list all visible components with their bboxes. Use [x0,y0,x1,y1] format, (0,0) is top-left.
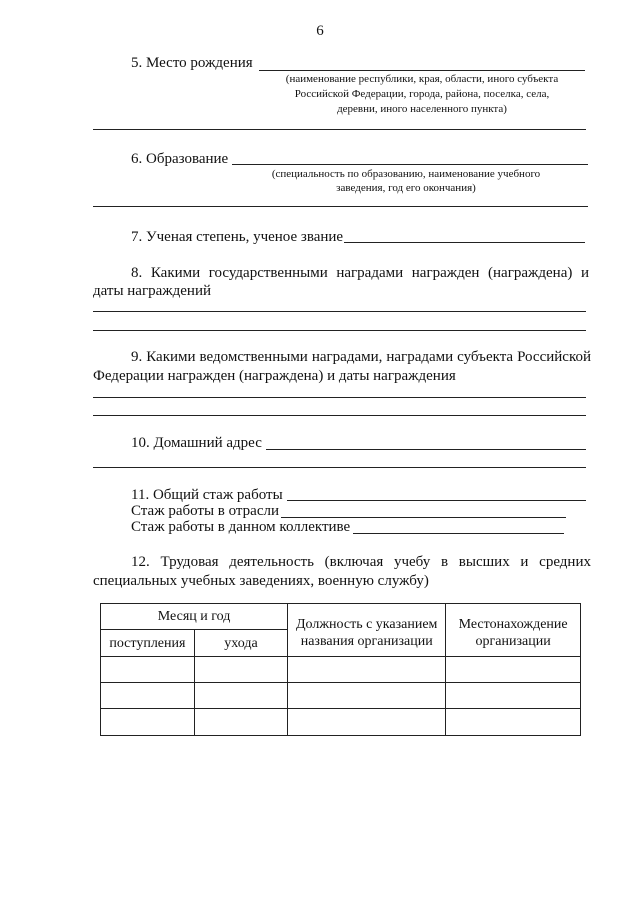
birthplace-hint-3: деревни, иного населенного пункта) [337,103,507,115]
address-field[interactable] [266,449,586,450]
birthplace-label: 5. Место рождения [131,55,253,71]
departure-header: ухода [194,630,287,657]
total-experience-label: 11. Общий стаж работы [131,487,283,503]
location-header [446,604,581,657]
birthplace-field-continued[interactable] [93,129,586,130]
address-label: 10. Домашний адрес [131,435,262,451]
position-header-line-2: названия организации [300,634,433,649]
table-cell-location[interactable] [446,657,581,683]
table-header-row [101,604,581,630]
dept-awards-question-line-2: Федерации награжден (награждена) и даты награждения [93,368,456,384]
birthplace-field[interactable] [259,70,585,71]
page-number: 6 [316,23,324,39]
total-experience-field[interactable] [287,500,586,501]
table-row [101,657,581,683]
collective-experience-label: Стаж работы в данном коллективе [131,519,351,535]
birthplace-hint-1: (наименование республики, края, области, иного субъекта [285,73,559,85]
table-row [101,709,581,736]
location-header-line-2: организации [475,634,551,649]
position-header-line-1: Должность с указанием [296,617,438,632]
table-cell-position[interactable] [288,709,446,736]
state-awards-question-line-2: даты награждений [93,283,212,299]
table-cell-position[interactable] [288,657,446,683]
location-header-line-1: Местонахождение [458,617,568,632]
table-row [101,683,581,709]
degree-field[interactable] [344,242,585,243]
education-field[interactable] [232,164,588,165]
education-hint-1: (специальность по образованию, наименование учебного [271,168,541,180]
birthplace-hint-2: Российской Федерации, города, района, поселка, села, [294,88,550,100]
table-cell-position[interactable] [288,683,446,709]
dept-awards-question-line-1: 9. Какими ведомственными наградами, наградами субъекта Российской [131,349,591,365]
state-awards-question-line-1: 8. Какими государственными наградами награжден (награждена) и [131,265,589,281]
education-label: 6. Образование [131,151,229,167]
state-awards-field-2[interactable] [93,330,586,331]
table-cell-admission[interactable] [101,657,195,683]
industry-experience-label: Стаж работы в отрасли [131,503,279,519]
admission-header: поступления [101,630,195,657]
position-header [288,604,446,657]
dept-awards-field-1[interactable] [93,397,586,398]
month-year-header: Месяц и год [101,604,288,630]
collective-experience-field[interactable] [353,533,564,534]
education-hint-2: заведения, год его окончания) [336,182,476,194]
table-cell-departure[interactable] [194,657,287,683]
work-history-table [100,603,581,736]
state-awards-field-1[interactable] [93,311,586,312]
work-history-line-1: 12. Трудовая деятельность (включая учебу в высших и средних [131,554,591,570]
address-field-continued[interactable] [93,467,586,468]
table-cell-departure[interactable] [194,683,287,709]
table-cell-location[interactable] [446,683,581,709]
table-cell-admission[interactable] [101,709,195,736]
table-cell-departure[interactable] [194,709,287,736]
table-cell-location[interactable] [446,709,581,736]
work-history-line-2: специальных учебных заведениях, военную службу) [93,573,429,589]
education-field-continued[interactable] [93,206,588,207]
dept-awards-field-2[interactable] [93,415,586,416]
degree-label: 7. Ученая степень, ученое звание [131,229,344,245]
table-cell-admission[interactable] [101,683,195,709]
